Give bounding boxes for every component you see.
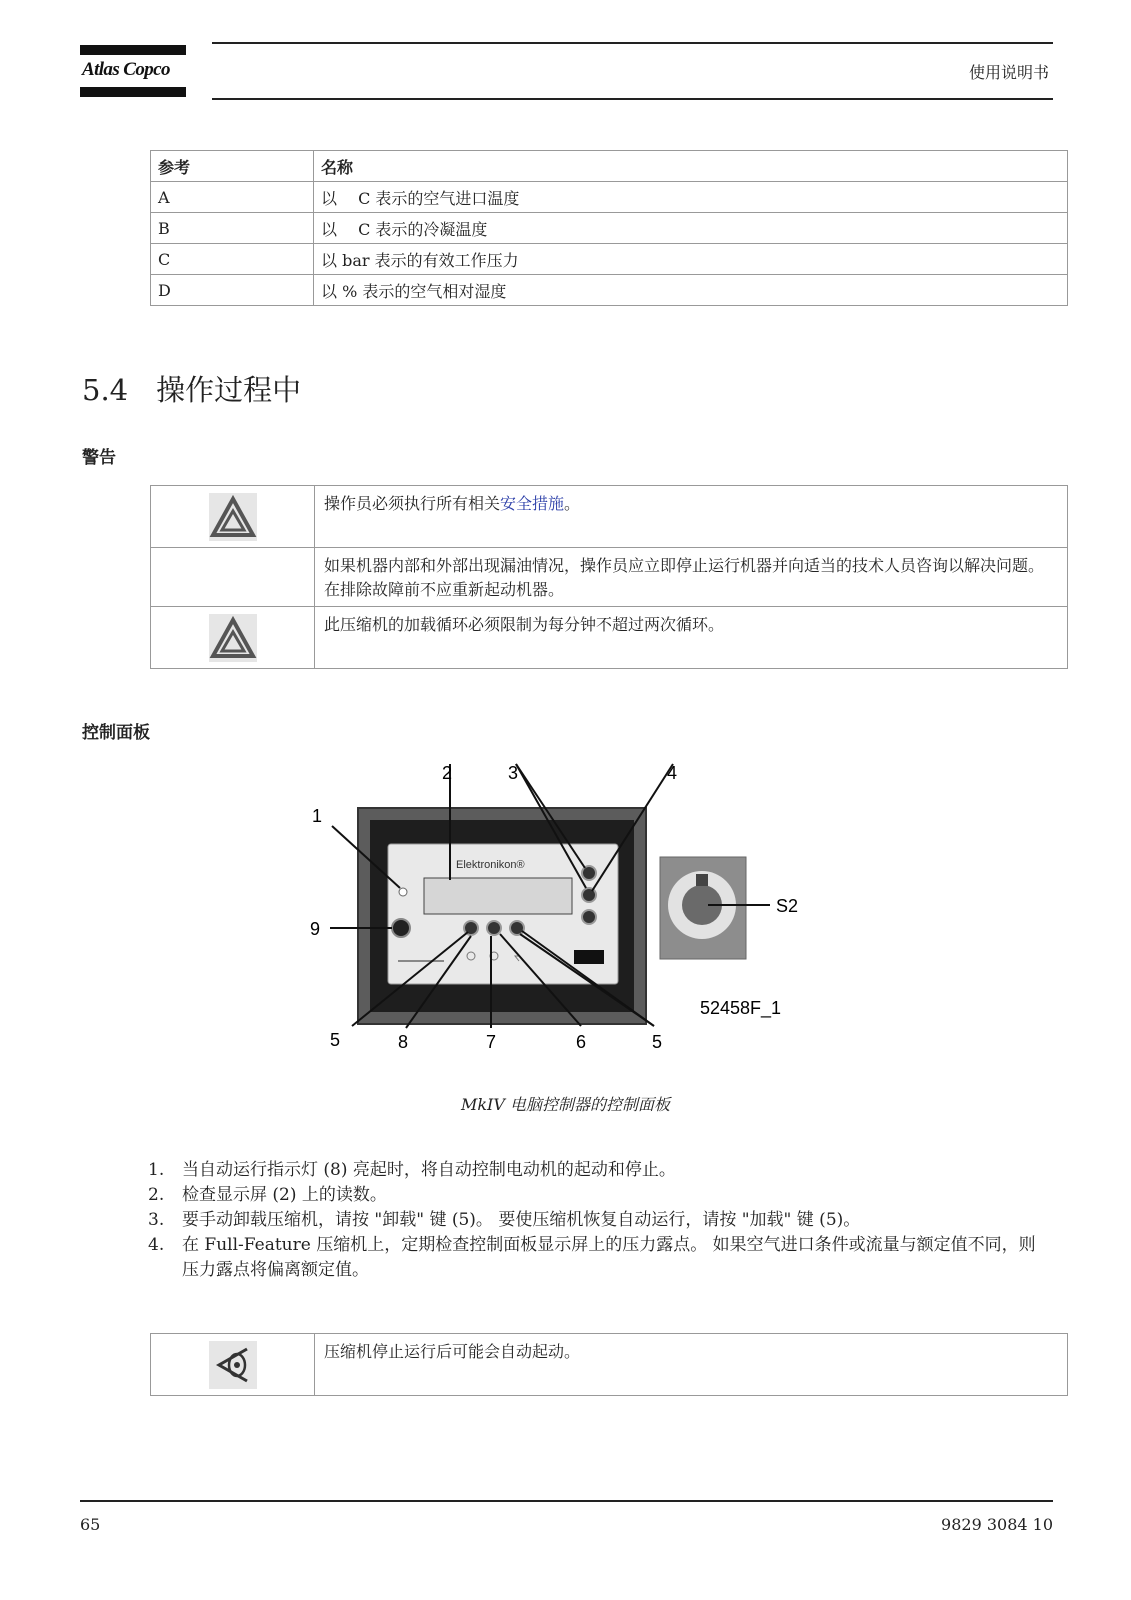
footer-rule (80, 1500, 1053, 1502)
table-cell: A (151, 182, 314, 213)
warning-text: 如果机器内部和外部出现漏油情况，操作员应立即停止运行机器并向适当的技术人员咨询以解决问题。 在排除故障前不应重新起动机器。 (315, 548, 1068, 607)
list-item-number: 4. (148, 1235, 165, 1255)
auto-run-led (399, 888, 407, 896)
warning-row (151, 548, 1068, 607)
safety-precautions-link[interactable]: 安全措施 (500, 494, 565, 513)
section-title-text: 操作过程中 (156, 373, 302, 407)
callout-4: 4 (667, 762, 678, 783)
scroll-down-key[interactable] (582, 910, 596, 924)
instruction-list (148, 1158, 1048, 1283)
warning-text: 此压缩机的加载循环必须限制为每分钟不超过两次循环。 (315, 607, 1068, 669)
table-row (151, 213, 1068, 244)
control-panel-figure (300, 760, 860, 1060)
list-item-number: 3. (148, 1210, 165, 1230)
display-brand: Elektronikon® (456, 859, 525, 871)
warning-icon-cell (151, 486, 315, 548)
warning-icon-cell (151, 607, 315, 669)
warning-text-part: 。 (564, 494, 581, 513)
control-panel-heading: 控制面板 (82, 723, 150, 743)
list-item (148, 1158, 1048, 1183)
doc-type: 使用说明书 (968, 63, 1049, 82)
warning-row (151, 486, 1068, 548)
warning-triangle-icon (209, 614, 257, 662)
reference-table (150, 150, 1068, 306)
brand-logo (80, 45, 186, 101)
table-cell: 以 C 表示的空气进口温度 (314, 182, 1068, 213)
figure-id: 52458F_1 (700, 998, 782, 1018)
brand-name: Atlas Copco (82, 59, 170, 80)
notice-text: 压缩机停止运行后可能会自动起动。 (315, 1334, 1068, 1396)
header-cell-name: 名称 (314, 151, 1068, 182)
tab-key[interactable] (582, 888, 596, 902)
control-panel-diagram (300, 760, 860, 1060)
callout-7: 7 (486, 1032, 497, 1052)
function-key-2[interactable] (487, 921, 501, 935)
table-row (151, 244, 1068, 275)
emergency-stop-warning-icon (696, 874, 708, 886)
callout-s2: S2 (776, 896, 799, 916)
header-top-rule (212, 42, 1053, 44)
list-item-text: 在 Full-Feature 压缩机上，定期检查控制面板显示屏上的压力露点。 如果空气进口条件或流量与额定值不同，则压力露点将偏离额定值。 (182, 1235, 1036, 1280)
table-row (151, 182, 1068, 213)
table-cell: D (151, 275, 314, 306)
list-item-number: 2. (148, 1185, 165, 1205)
start-button[interactable] (392, 919, 410, 937)
callout-8: 8 (398, 1032, 409, 1052)
callout-9: 9 (310, 919, 321, 939)
notice-table (150, 1333, 1068, 1396)
table-cell: 以 bar 表示的有效工作压力 (314, 244, 1068, 275)
section-title (82, 368, 301, 409)
list-item (148, 1233, 1048, 1283)
figure-caption: MkIV 电脑控制器的控制面板 (460, 1095, 671, 1114)
warning-table (150, 485, 1068, 669)
table-cell: C (151, 244, 314, 275)
callout-2: 2 (442, 762, 453, 783)
callout-5-left: 5 (330, 1030, 341, 1050)
list-item-text: 检查显示屏 (2) 上的读数。 (182, 1185, 387, 1205)
function-key-3[interactable] (510, 921, 524, 935)
eye-icon (209, 1341, 257, 1389)
warning-text-part: 操作员必须执行所有相关 (324, 494, 501, 513)
table-header-row (151, 151, 1068, 182)
header-bottom-rule (212, 98, 1053, 100)
callout-6: 6 (576, 1032, 587, 1052)
table-cell: 以 C 表示的冷凝温度 (314, 213, 1068, 244)
warning-triangle-icon (209, 493, 257, 541)
warning-heading: 警告 (82, 448, 116, 468)
list-item (148, 1183, 1048, 1208)
list-item-text: 当自动运行指示灯 (8) 亮起时，将自动控制电动机的起动和停止。 (182, 1160, 676, 1180)
empty-icon-cell (151, 548, 315, 607)
notice-row (151, 1334, 1068, 1396)
document-number: 9829 3084 10 (941, 1515, 1053, 1534)
list-item (148, 1208, 1048, 1233)
callout-5-right: 5 (652, 1032, 663, 1052)
header-cell-ref: 参考 (151, 151, 314, 182)
notice-icon-cell (151, 1334, 315, 1396)
table-cell: B (151, 213, 314, 244)
list-item-number: 1. (148, 1160, 165, 1180)
warning-text (315, 486, 1068, 548)
table-cell: 以 % 表示的空气相对湿度 (314, 275, 1068, 306)
callout-1: 1 (312, 806, 323, 826)
table-row (151, 275, 1068, 306)
page-number: 65 (80, 1515, 101, 1534)
callout-3: 3 (508, 762, 519, 783)
section-number: 5.4 (82, 373, 129, 407)
list-item-text: 要手动卸载压缩机，请按 "卸载" 键 (5)。 要使压缩机恢复自动运行，请按 "加载" 键 (5)。 (182, 1210, 861, 1230)
warning-row (151, 607, 1068, 669)
